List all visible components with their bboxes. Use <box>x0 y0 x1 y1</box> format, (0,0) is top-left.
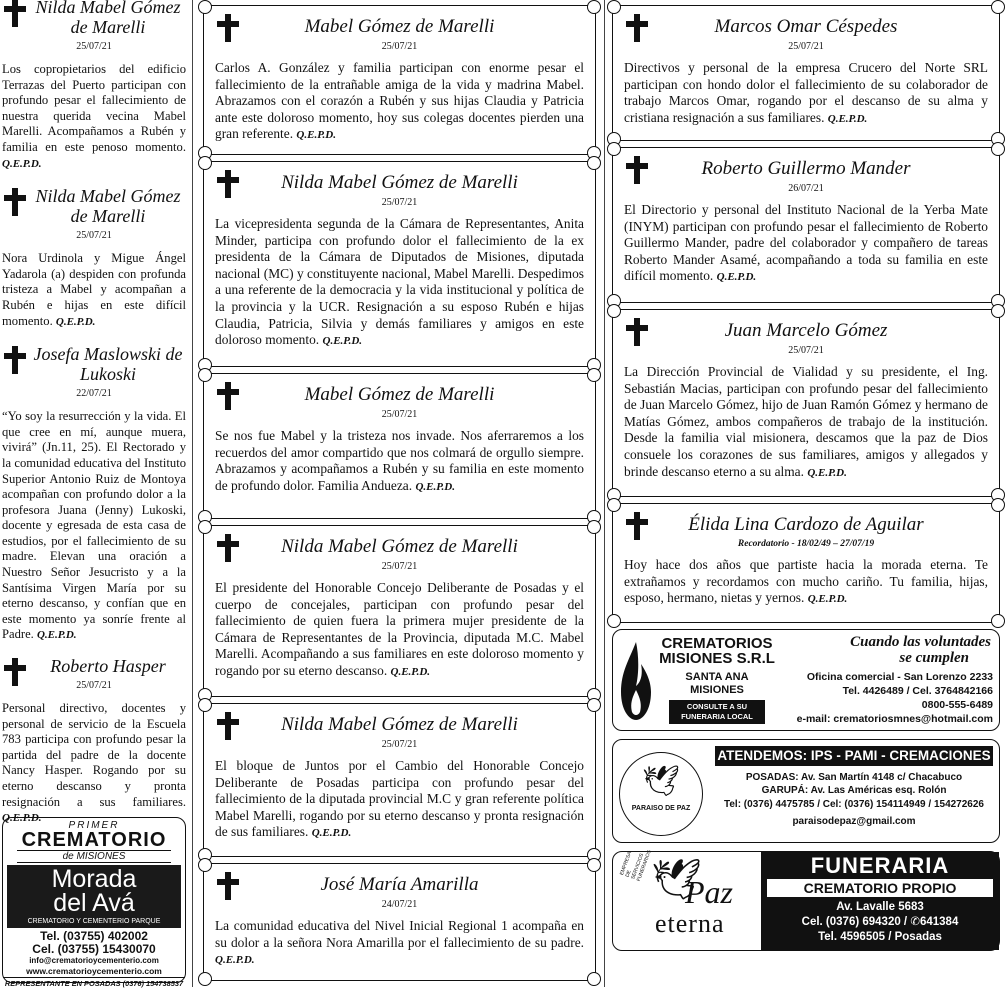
obituary-card <box>612 5 1000 141</box>
notice-date: 25/07/21 <box>381 41 418 52</box>
cross-icon <box>215 170 241 198</box>
center-column <box>203 5 596 987</box>
notice-text: El Directorio y personal del Instituto Nacional de la Yerba Mate (INYM) participan con profundo pesar el fallecimiento de Roberto Guillermo Mander, padre del colaborador y compañero de tareas Roberto Mander Asamé, acompañando a toda su familia en este difícil momento. Q.E.P.D. <box>624 202 988 284</box>
notice-text: Nora Urdinola y Migue Ángel Yadarola (a) despiden con profunda tristeza a Mabel y acompañan a Rubén e hijas en este difícil momento. Q.E.P.D. <box>2 251 186 328</box>
notice-date: 25/07/21 <box>788 41 824 52</box>
deceased-name: Nilda Mabel Gómez de Marelli <box>35 0 181 37</box>
paraiso-logo <box>619 752 703 836</box>
notice-text: La Dirección Provincial de Vialidad y su presidente, el Ing. Sebastián Macias, participan con profundo pesar del fallecimiento de Juan Marcelo Gómez, hijo de Juan Ramón Gómez y hermano de Matías Gómez, ambos compañeros de trabajo de la institución. Desde la familia vial misionera, descamos que la paz de Dios consuele los corazones de sus familiares, amigos y allegados y brinde descanso eterno a su alma. Q.E.P.D. <box>624 364 988 479</box>
notice-date: Recordatorio - 18/02/49 – 27/07/19 <box>737 539 875 549</box>
cross-icon <box>215 872 241 900</box>
obituary-card <box>612 503 1000 623</box>
ad-subtitle: CREMATORIO Y CEMENTERIO PARQUE <box>27 918 161 925</box>
notice-text: Los copropietarios del edificio Terrazas del Puerto participan con profundo pesar el fallecimiento de nuestra querida vecina Mabel Marelli. Acompañamos a Rubén y familia en este penoso momento. Q.E.P.D. <box>2 62 186 170</box>
notice-date: 25/07/21 <box>76 41 112 52</box>
notice-text: El presidente del Honorable Concejo Deliberante de Posadas y el cuerpo de concejales, participan con profundo pesar del fallecimiento de quien fuera la primera mujer presidente de la Cámara de Representantes de la Provincia, diputada M.C. Mabel Marelli. Acompañando a sus familiares en este doloroso momento y rogando por su eterno descanso. Q.E.P.D. <box>215 580 584 678</box>
email: paraisodepaz@gmail.com <box>792 816 916 827</box>
obituary-card <box>612 309 1000 497</box>
funeraria-title: FUNERARIA <box>810 853 950 878</box>
deceased-name: Roberto Hasper <box>50 656 166 677</box>
obituary-card <box>203 863 596 981</box>
deceased-name: Marcos Omar Céspedes <box>714 16 898 37</box>
obituary-card <box>203 703 596 857</box>
deceased-name: Josefa Maslowski de Lukoski <box>33 344 183 385</box>
misiones: MISIONES <box>690 684 744 696</box>
cross-icon <box>2 346 28 374</box>
obituary-card <box>612 147 1000 303</box>
obituary-notice <box>0 0 188 172</box>
notice-date: 22/07/21 <box>76 388 112 400</box>
deceased-name: Nilda Mabel Gómez de Marelli <box>281 536 518 557</box>
ad-cell: Cel. (03755) 15430070 <box>32 942 156 956</box>
obituary-card <box>203 373 596 519</box>
brand-line-2: MISIONES S.R.L <box>659 650 775 667</box>
dove-icon: 🕊 <box>641 765 681 798</box>
cross-icon <box>624 318 650 346</box>
notice-date: 25/07/21 <box>76 680 112 692</box>
notice-date: 25/07/21 <box>381 197 418 208</box>
consulte-box <box>669 700 765 724</box>
cross-icon <box>2 0 28 27</box>
cross-icon <box>624 512 650 540</box>
obituary-notice <box>0 186 188 330</box>
cross-icon <box>215 14 241 42</box>
ad-phone: Tel. (03755) 402002 <box>40 929 148 943</box>
funeraria-phone: Tel. 4596505 / Posadas <box>818 931 942 943</box>
notice-date: 25/07/21 <box>788 345 824 356</box>
paz-eterna-logo <box>617 849 757 946</box>
ad-website: www.crematorioycementerio.com <box>26 966 162 976</box>
flame-icon <box>619 640 653 722</box>
cross-icon <box>624 156 650 184</box>
garupa-address: GARUPÁ: Av. Las Américas esq. Rolón <box>761 785 947 796</box>
cross-icon <box>624 14 650 42</box>
funeraria-cell: Cel. (0376) 694320 / ✆641384 <box>801 916 959 928</box>
consulte-line-1: CONSULTE A SU <box>686 702 748 711</box>
crematorio-propio: CREMATORIO PROPIO <box>767 879 993 897</box>
logo-arc-text: EMPRESA DE SERVICIOS FUNERARIOS <box>619 849 653 883</box>
slogan-line-1: Cuando las voluntades <box>850 634 991 650</box>
consulte-line-2: FUNERARIA LOCAL <box>681 712 753 721</box>
deceased-name: Mabel Gómez de Marelli <box>304 16 495 37</box>
obituary-card <box>203 525 596 697</box>
deceased-name: Roberto Guillermo Mander <box>701 158 911 179</box>
cross-icon <box>2 188 28 216</box>
deceased-name: Juan Marcelo Gómez <box>724 320 888 341</box>
posadas-address: POSADAS: Av. San Martín 4148 c/ Chacabuco <box>745 772 963 783</box>
deceased-name: Nilda Mabel Gómez de Marelli <box>35 186 181 227</box>
notice-date: 25/07/21 <box>381 561 418 572</box>
services-banner: ATENDEMOS: IPS - PAMI - CREMACIONES <box>715 746 993 766</box>
cross-icon <box>215 382 241 410</box>
ad-del-ava: del Avá <box>53 889 135 917</box>
notice-text: Hoy hace dos años que partiste hacia la morada eterna. Te extrañamos y recordamos con mucho cariño. Tu familia, hijas, esposo, hermano, nietas y yernos. Q.E.P.D. <box>624 557 988 606</box>
notice-date: 25/07/21 <box>76 230 112 242</box>
crematorios-misiones-ad <box>612 629 1000 731</box>
notice-date: 26/07/21 <box>788 183 824 194</box>
ad-primer: PRIMER <box>68 820 120 831</box>
logo-text: PARAISO DE PAZ <box>631 805 691 812</box>
ad-representative: REPRESENTANTE EN POSADAS (0376) 154738537 <box>4 979 184 988</box>
office-phone: Tel. 4426489 / Cel. 3764842166 <box>842 685 993 697</box>
cross-icon <box>215 712 241 740</box>
logo-paz: Paz <box>685 874 733 910</box>
notice-text: La comunidad educativa del Nivel Inicial Regional 1 acompaña en su dolor a la señora Nora Amarilla por el fallecimiento de su padre. Q.E.P.D. <box>215 918 584 967</box>
funeraria-address: Av. Lavalle 5683 <box>836 901 924 913</box>
notice-date: 25/07/21 <box>381 409 418 420</box>
notice-text: El bloque de Juntos por el Cambio del Honorable Concejo Deliberante de Posadas participa con profundo pesar del fallecimiento de la diputada provincial M.C y gran referente política Mabel Marelli, rogando por su eterno descanso y pronta resignación de sus familiares. Q.E.P.D. <box>215 758 584 840</box>
brand-line-1: CREMATORIOS <box>661 635 773 652</box>
office-email: e-mail: crematoriosmnes@hotmail.com <box>796 713 993 725</box>
phones: Tel: (0376) 4475785 / Cel: (0376) 154114949 / 154272626 <box>723 799 984 810</box>
dove-icon: 🕊 <box>651 858 702 902</box>
notice-text: “Yo soy la resurrección y la vida. El que cree en mí, aunque muera, vivirá” (Jn.11, 25). El Rectorado y la comunidad educativa del Instituto Superior Antonio Ruiz de Montoya acompañan con profundo dolor a la profesora Juana (Jenny) Lukoski, docente y egresada de esta casa de estudios, por el fallecimiento de su madre. Elevan una oración a Nuestro Señor Jesucristo y a la Santísima Virgen María por su eterno descanso, y confían que en este momento ya sonríe frente al Padre. Q.E.P.D. <box>2 409 186 642</box>
obituary-card <box>203 161 596 367</box>
column-divider <box>604 0 605 987</box>
column-divider <box>192 0 193 987</box>
ad-morada: Morada <box>51 865 137 893</box>
morada-del-ava-ad <box>2 817 186 988</box>
deceased-name: Élida Lina Cardozo de Aguilar <box>688 514 924 535</box>
notice-text: Se nos fue Mabel y la tristeza nos invade. Nos aferraremos a los recuerdos del amor compartido que nos colmará de orgullo siempre. Abrazamos y acompañamos a Rubén y su familia en este momento de profundo dolor. Familia Andueza. Q.E.P.D. <box>215 428 584 493</box>
cross-icon <box>2 658 28 686</box>
deceased-name: Nilda Mabel Gómez de Marelli <box>281 714 518 735</box>
obituary-notice <box>0 344 188 644</box>
deceased-name: Nilda Mabel Gómez de Marelli <box>281 172 518 193</box>
ad-de-misiones: de MISIONES <box>17 850 171 863</box>
ad-dark-panel <box>7 865 181 928</box>
ad-crematorio: CREMATORIO <box>21 829 167 851</box>
notice-text: Personal directivo, docentes y personal de servicio de la Escuela 783 participa con profundo pesar la partida del padre de la docente Nancy Hasper. Rogando por su eterno descanso y pronta resignación a sus familiares. Q.E.P.D. <box>2 701 186 825</box>
obituary-card <box>203 5 596 155</box>
deceased-name: José María Amarilla <box>320 874 479 895</box>
logo-eterna: eterna <box>655 909 725 938</box>
funeraria-panel <box>761 852 999 950</box>
paz-eterna-ad <box>612 851 1000 951</box>
ad-email: info@crematorioycementerio.com <box>29 956 159 965</box>
paraiso-de-paz-ad <box>612 739 1000 843</box>
notice-date: 24/07/21 <box>381 899 418 910</box>
right-column <box>612 5 1000 951</box>
notice-date: 25/07/21 <box>381 739 418 750</box>
deceased-name: Mabel Gómez de Marelli <box>304 384 495 405</box>
cross-icon <box>215 534 241 562</box>
notice-text: Directivos y personal de la empresa Crucero del Norte SRL participan con hondo dolor el fallecimiento de su colaborador de trabajo Marcos Omar, rogando por el descanso de su alma y cristiana resignación a sus familiares. Q.E.P.D. <box>624 60 988 125</box>
office-address: Oficina comercial - San Lorenzo 2233 <box>806 671 993 683</box>
slogan-line-2: se cumplen <box>899 650 969 666</box>
santa-ana: SANTA ANA <box>685 671 749 683</box>
notice-text: La vicepresidenta segunda de la Cámara de Representantes, Anita Minder, participa con profundo dolor el fallecimiento de la ex presidenta de la Cámara de Diputados de Misiones, diputada nacional (MC) y constituyente nacional, Mabel Marelli. Despedimos a una referente de la democracia y la vida institucional y política de la provincia y la UCR. Resignación a su esposo Rubén e hijas Claudia, Patricia, Silvia y demás familiares y amigos en este doloroso momento. Q.E.P.D. <box>215 216 584 348</box>
notice-text: Carlos A. González y familia participan con enorme pesar el fallecimiento de la entrañable amiga de la vida y madrina Mabel. Abrazamos con el corazón a Rubén y sus hijas Claudia y Patricia ante este doloroso momento, hoy sus colegas docentes pierden una gran referente. Q.E.P.D. <box>215 60 584 142</box>
obituary-notice <box>0 656 188 827</box>
toll-free: 0800-555-6489 <box>921 699 993 711</box>
left-column <box>0 0 188 988</box>
